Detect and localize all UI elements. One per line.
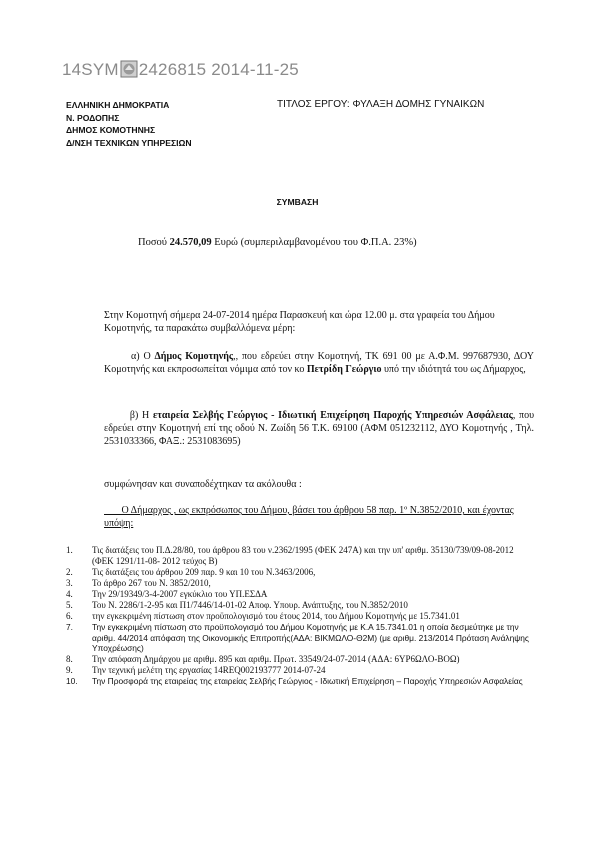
amount-value: 24.570,09 — [169, 237, 212, 248]
party-a-prefix: α) Ο — [131, 351, 155, 362]
amount-suffix: Ευρώ (συμπεριλαμβανομένου του Φ.Π.Α. 23%) — [211, 237, 417, 248]
issuer-line: ΔΗΜΟΣ ΚΟΜΟΤΗΝΗΣ — [66, 125, 156, 135]
list-item-text: την εγκεκριμένη πίστωση στον προϋπολογισμό του έτους 2014, του Δήμου Κομοτηνής με 15.7341.01 — [92, 611, 460, 621]
considerations-list — [66, 545, 536, 686]
list-item-text: Την 29/19349/3-4-2007 εγκύκλιο του ΥΠ.ΕΣΔΑ — [92, 589, 268, 599]
document-title: ΣΥΜΒΑΣΗ — [276, 197, 319, 207]
list-item-text: Την εγκεκριμένη πίστωση στο προϋπολογισμό του Δήμου Κομοτηνής με Κ.Α 15.7341.01 η οποία δεσμεύτηκε με την αριθμ. 44/2014 απόφαση της Οικονομικής Επιτροπής(ΑΔΑ: ΒΙΚΜΩΛΟ-Θ2Μ) (με αριθμ. 213/2014 Πρόταση Ανάληψης Υποχρέωσης) — [92, 622, 529, 653]
issuer-line: Ν. ΡΟΔΟΠΗΣ — [66, 112, 120, 123]
list-item-number: 8. — [66, 653, 73, 664]
list-item-number: 7. — [66, 622, 73, 632]
agreement-line: συμφώνησαν και συναποδέχτηκαν τα ακόλουθα : — [104, 479, 302, 490]
list-item-text: Τις διατάξεις του άρθρου 209 παρ. 9 και 10 του Ν.3463/2006, — [92, 567, 316, 577]
list-item — [66, 622, 536, 654]
list-item-number: 2. — [66, 567, 73, 577]
party-b-name: εταιρεία Σελβής Γεώργιος - Ιδιωτική Επιχείρηση Παροχής Υπηρεσιών Ασφάλειας — [152, 410, 513, 421]
contract-amount — [138, 237, 417, 248]
issuer-line: ΕΛΛΗΝΙΚΗ ΔΗΜΟΚΡΑΤΙΑ — [66, 100, 170, 110]
seal-icon — [120, 60, 138, 78]
party-a-representative: Πετρίδη Γεώργιο — [306, 364, 382, 375]
issuer-line: Δ/ΝΣΗ ΤΕΧΝΙΚΩΝ ΥΠΗΡΕΣΙΩΝ — [66, 137, 192, 148]
list-item — [66, 611, 536, 622]
list-item — [66, 600, 536, 611]
list-item-text: Το άρθρο 267 του Ν. 3852/2010, — [92, 578, 211, 588]
list-item-text: Την απόφαση Δημάρχου με αριθμ. 895 και αριθμ. Πρωτ. 33549/24-07-2014 (ΑΔΑ: 6ΥΡ6ΩΛΟ-ΒΟΩ) — [92, 653, 460, 664]
list-item-number: 5. — [66, 600, 73, 610]
mayor-paragraph — [104, 504, 534, 530]
party-b-prefix: β) Η — [129, 410, 153, 421]
list-item — [66, 578, 536, 589]
document-stamp-code — [62, 60, 299, 80]
list-item-text: Τις διατάξεις του Π.Δ.28/80, του άρθρου 83 του ν.2362/1995 (ΦΕΚ 247Α) και την υπ' αριθμ. 35130/739/09-08-2012 (ΦΕΚ 1291/11-08- 2012 τεύχος Β) — [92, 545, 514, 566]
list-item-number: 3. — [66, 578, 73, 588]
amount-prefix: Ποσού — [138, 237, 170, 248]
issuer-header — [66, 99, 192, 149]
party-a-paragraph — [104, 350, 534, 376]
list-item-text: Του Ν. 2286/1-2-95 και Π1/7446/14-01-02 Αποφ. Υπουρ. Ανάπτυξης, του Ν.3852/2010 — [92, 600, 408, 610]
intro-paragraph: Στην Κομοτηνή σήμερα 24-07-2014 ημέρα Παρασκευή και ώρα 12.00 μ. στα γραφεία του Δήμου Κομοτηνής, τα παρακάτω συμβαλλόμενα μέρη: — [104, 310, 495, 334]
list-item-number: 4. — [66, 589, 73, 599]
list-item — [66, 676, 536, 687]
party-b-paragraph — [104, 409, 534, 448]
mayor-text: Ο Δήμαρχος , ως εκπρόσωπος του Δήμου, βάσει του άρθρου 58 παρ. 1º Ν.3852/2010, και έχοντας υπόψη: — [104, 505, 514, 529]
project-title: ΤΙΤΛΟΣ ΕΡΓΟΥ: ΦΥΛΑΞΗ ΔΟΜΗΣ ΓΥΝΑΙΚΩΝ — [277, 99, 485, 110]
list-item — [66, 665, 536, 676]
list-item — [66, 545, 536, 567]
party-a-details: ,, που εδρεύει στην Κομοτηνή, ΤΚ 691 00 με Α.Φ.Μ. 997687930, ΔΟΥ Κομοτηνής και εκπροσωπείται νόμιμα από τον κο — [104, 351, 534, 375]
list-item — [66, 567, 536, 578]
list-item — [66, 589, 536, 600]
party-a-role: υπό την ιδιότητά του ως Δήμαρχος, — [381, 364, 526, 375]
list-item-number: 10. — [66, 675, 78, 686]
party-a-name: Δήμος Κομοτηνής — [154, 351, 234, 362]
list-item-text: Την τεχνική μελέτη της εργασίας 14REQ002193777 2014-07-24 — [92, 664, 326, 675]
stamp-code-suffix: 2426815 2014-11-25 — [138, 60, 299, 79]
party-b-details: , που εδρεύει στην Κομοτηνή επί της οδού Ν. Ζωίδη 56 Τ.Κ. 69100 (ΑΦΜ 051232112, ΔΥΟ Κομοτηνής , Τηλ. 2531033366, ΦΑΞ.: 2531083695) — [104, 410, 535, 447]
list-item — [66, 654, 536, 665]
list-item-text: Την Προσφορά της εταιρείας της εταιρείας Σελβής Γεώργιος - Ιδιωτική Επιχείρηση – Παροχής Υπηρεσιών Ασφαλείας — [92, 675, 523, 686]
list-item-number: 1. — [66, 545, 73, 555]
list-item-number: 9. — [66, 664, 73, 675]
list-item-number: 6. — [66, 611, 73, 621]
stamp-code-prefix: 14SYM — [62, 60, 119, 79]
